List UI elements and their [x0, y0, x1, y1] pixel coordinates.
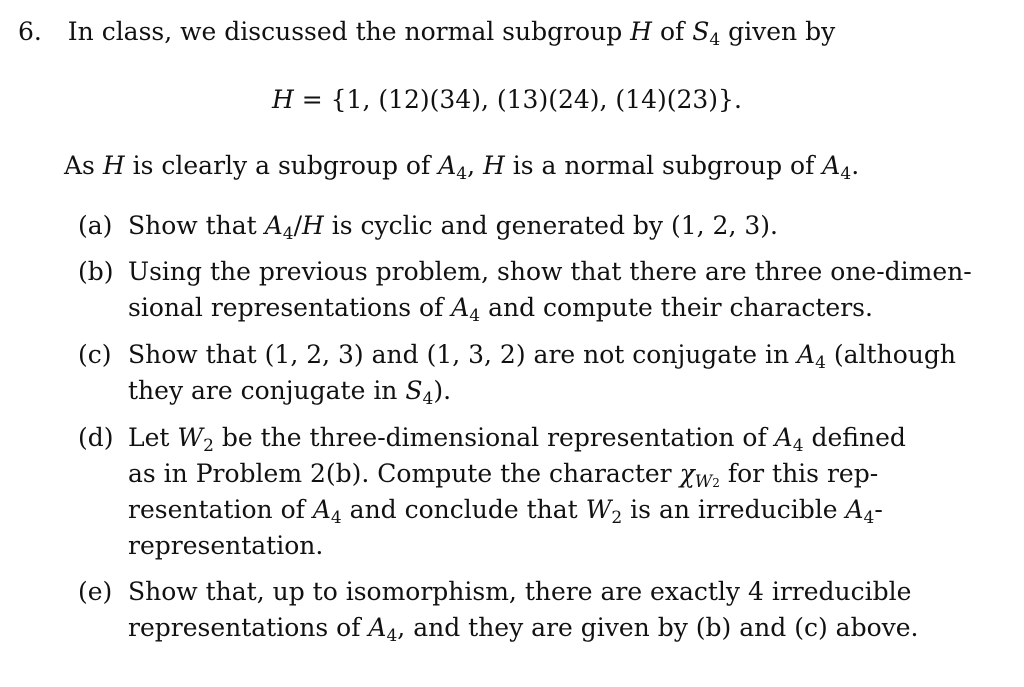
remark-comma: , [467, 151, 476, 180]
math-S: S [692, 17, 710, 46]
subpart-body [128, 208, 958, 244]
part-text: as in Problem 2(b). Compute the character [128, 459, 672, 488]
part-text: defined [811, 423, 906, 452]
subpart-a [78, 208, 958, 244]
math-A: A [368, 613, 387, 642]
math-subscript: 4 [840, 164, 852, 184]
math-chi: χ [679, 459, 695, 488]
part-line: representation. [128, 531, 324, 560]
part-text: be the three-dimensional representation of [221, 423, 767, 452]
remark-text: is clearly a subgroup of [132, 151, 431, 180]
remark-text: As [64, 151, 95, 180]
remark-text: is a normal subgroup of [512, 151, 815, 180]
math-H: H [483, 151, 505, 180]
math-H: H [302, 211, 324, 240]
subpart-label: (c) [78, 340, 112, 369]
subpart-body [128, 254, 972, 326]
math-A: A [451, 293, 470, 322]
intro-text: In class, we discussed the normal subgroup [67, 17, 623, 46]
part-text: for this rep- [727, 459, 879, 488]
part-text: and conclude that [349, 495, 578, 524]
math-slash: / [293, 211, 303, 240]
part-text: and compute their characters. [488, 293, 873, 322]
math-subscript: 4 [386, 626, 398, 646]
remark-line [64, 148, 859, 184]
subpart-c [78, 337, 958, 409]
remark-period: . [851, 151, 860, 180]
math-subscript: 4 [815, 353, 826, 373]
math-A: A [438, 151, 457, 180]
math-A: A [822, 151, 841, 180]
math-subscript: 4 [422, 389, 434, 409]
part-line: Show that, up to isomorphism, there are exactly 4 irreducible [128, 577, 912, 606]
problem-heading [18, 14, 835, 50]
math-subscript: 2 [611, 508, 623, 528]
equation-body: = {1, (12)(34), (13)(24), (14)(23)}. [293, 85, 742, 114]
math-subscript: 4 [863, 508, 875, 528]
subpart-d [78, 420, 958, 564]
subpart-label: (d) [78, 423, 114, 452]
problem-number: 6. [18, 17, 42, 46]
part-text: Let [128, 423, 170, 452]
math-subscript: 4 [469, 306, 481, 326]
subpart-body [128, 574, 958, 646]
part-text: is cyclic and generated by (1, 2, 3). [331, 211, 778, 240]
math-W: W [694, 472, 713, 492]
part-text: they are conjugate in [128, 376, 398, 405]
math-S: S [405, 376, 423, 405]
part-line: Using the previous problem, show that there are three one-dimen- [128, 257, 972, 286]
part-text: sional representations of [128, 293, 444, 322]
part-text: (although [833, 340, 956, 369]
intro-text-given-by: given by [728, 17, 836, 46]
part-text: representations of [128, 613, 361, 642]
subpart-body [128, 337, 958, 409]
subpart-e [78, 574, 958, 646]
math-A: A [797, 340, 816, 369]
math-subscript: 4 [282, 224, 294, 244]
math-A: A [774, 423, 793, 452]
part-text: - [874, 495, 883, 524]
math-A: A [845, 495, 864, 524]
math-W: W [177, 423, 204, 452]
math-W: W [585, 495, 612, 524]
display-equation [272, 82, 742, 118]
intro-text-of: of [659, 17, 685, 46]
math-subscript: 4 [709, 30, 721, 50]
math-subscript: 2 [203, 436, 214, 456]
math-H: H [272, 85, 294, 114]
part-text: , and they are given by (b) and (c) above. [397, 613, 919, 642]
subpart-label: (e) [78, 577, 113, 606]
math-subscript: 4 [330, 508, 342, 528]
math-A: A [312, 495, 331, 524]
subpart-label: (b) [78, 257, 114, 286]
part-text: resentation of [128, 495, 305, 524]
math-subscript: 4 [792, 436, 804, 456]
math-H: H [630, 17, 652, 46]
subpart-label: (a) [78, 211, 113, 240]
math-H: H [102, 151, 125, 180]
subpart-body [128, 420, 958, 564]
part-text: Show that (1, 2, 3) and (1, 3, 2) are not conjugate in [128, 340, 790, 369]
part-text: Show that [128, 211, 257, 240]
math-subscript: 4 [456, 164, 468, 184]
math-A: A [264, 211, 283, 240]
part-text: ). [433, 376, 452, 405]
math-subscript: 2 [712, 476, 720, 490]
part-text: is an irreducible [630, 495, 838, 524]
subpart-b [78, 254, 972, 326]
